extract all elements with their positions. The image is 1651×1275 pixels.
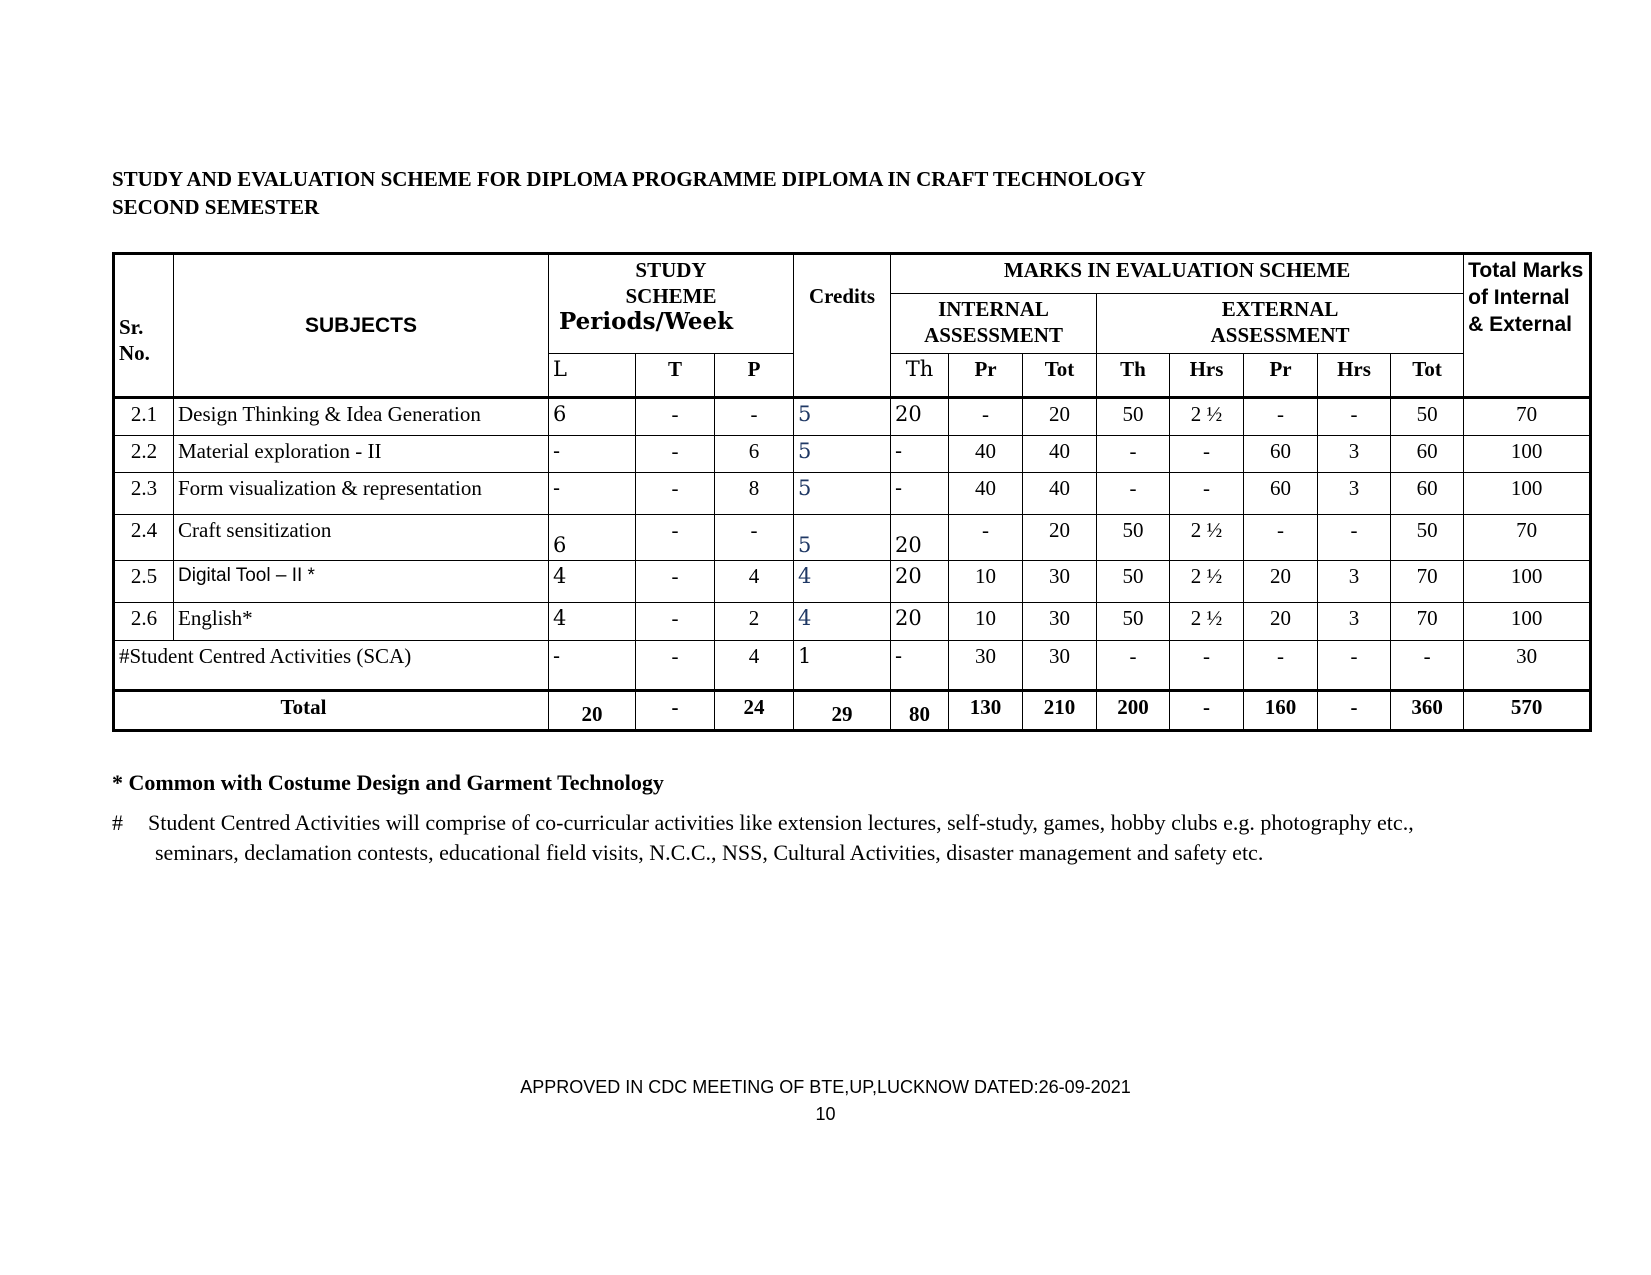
cell-ext-hrs: 2 ½ <box>1170 561 1244 603</box>
cell-P: 4 <box>715 641 794 691</box>
table-row-sca <box>114 641 1591 691</box>
cell-P: 4 <box>715 561 794 603</box>
cell-ext-pr: 60 <box>1244 473 1318 515</box>
cell-int-th: 20 <box>891 515 949 561</box>
cell-int-th: 20 <box>891 603 949 641</box>
cell-total: 100 <box>1464 561 1591 603</box>
header-int-tot: Tot <box>1023 354 1097 398</box>
sca-note-line2: seminars, declamation contests, educational field visits, N.C.C., NSS, Cultural Activities, disaster management and safety etc. <box>155 840 1264 865</box>
cell-L: 4 <box>549 603 636 641</box>
cell-subject: English* <box>174 603 549 641</box>
cell-subject-sca: #Student Centred Activities (SCA) <box>114 641 549 691</box>
cell-ext-hrs-2: - <box>1318 398 1391 436</box>
cell-int-pr: 10 <box>949 561 1023 603</box>
cell-int-tot: 30 <box>1023 641 1097 691</box>
cell-int-pr: 10 <box>949 603 1023 641</box>
cell-int-tot: 30 <box>1023 561 1097 603</box>
cell-ext-th: 50 <box>1097 398 1170 436</box>
cell-P: 2 <box>715 603 794 641</box>
cell-ext-hrs: - <box>1170 473 1244 515</box>
cell-credits: 29 <box>794 691 891 731</box>
cell-int-th: - <box>891 436 949 473</box>
hash-marker: # <box>112 810 123 835</box>
page-number: 10 <box>815 1104 836 1124</box>
cell-ext-th: 50 <box>1097 515 1170 561</box>
cell-int-tot: 30 <box>1023 603 1097 641</box>
cell-credits: 5 <box>794 473 891 515</box>
cell-L: 6 <box>549 515 636 561</box>
cell-ext-th: - <box>1097 641 1170 691</box>
cell-ext-pr: - <box>1244 641 1318 691</box>
header-study-scheme <box>549 254 794 354</box>
cell-ext-pr: 160 <box>1244 691 1318 731</box>
table-row <box>114 515 1591 561</box>
cell-ext-hrs-2: 3 <box>1318 561 1391 603</box>
header-ext-pr: Pr <box>1244 354 1318 398</box>
heading-title: STUDY AND EVALUATION SCHEME FOR DIPLOMA PROGRAMME DIPLOMA IN CRAFT TECHNOLOGY <box>112 167 1146 191</box>
cell-int-tot: 20 <box>1023 398 1097 436</box>
header-sr-no: Sr. No. <box>114 254 174 398</box>
header-ext-tot: Tot <box>1391 354 1464 398</box>
cell-subject: Form visualization & representation <box>174 473 549 515</box>
sca-note-line1: Student Centred Activities will comprise of co-curricular activities like extension lectures, self-study, games, hobby clubs e.g. photography etc., <box>148 810 1414 835</box>
external-label: EXTERNAL ASSESSMENT <box>1210 297 1350 347</box>
cell-P: - <box>715 515 794 561</box>
cell-L: 20 <box>549 691 636 731</box>
cell-ext-hrs: 2 ½ <box>1170 398 1244 436</box>
cell-total: 70 <box>1464 515 1591 561</box>
cell-ext-th: 50 <box>1097 561 1170 603</box>
cell-ext-th: - <box>1097 473 1170 515</box>
cell-int-pr: 30 <box>949 641 1023 691</box>
cell-L: - <box>549 641 636 691</box>
header-external-assessment <box>1097 294 1464 354</box>
cell-ext-th: - <box>1097 436 1170 473</box>
cell-sr: 2.4 <box>114 515 174 561</box>
study-scheme-label: STUDY SCHEME <box>625 258 717 308</box>
header-T: T <box>636 354 715 398</box>
page-footer <box>0 1074 1651 1128</box>
header-int-th: Th <box>891 354 949 398</box>
cell-total: 70 <box>1464 398 1591 436</box>
header-ext-hrs-2: Hrs <box>1318 354 1391 398</box>
evaluation-scheme-table <box>112 252 1592 732</box>
header-total-marks: Total Marks of Internal & External <box>1464 254 1591 398</box>
sca-note <box>112 808 1552 868</box>
header-ext-hrs: Hrs <box>1170 354 1244 398</box>
cell-ext-pr: - <box>1244 398 1318 436</box>
common-note: * Common with Costume Design and Garment Technology <box>112 770 664 795</box>
cell-ext-tot: 60 <box>1391 473 1464 515</box>
cell-credits: 4 <box>794 561 891 603</box>
header-P: P <box>715 354 794 398</box>
cell-ext-th: 200 <box>1097 691 1170 731</box>
cell-T: - <box>636 691 715 731</box>
cell-int-th: - <box>891 641 949 691</box>
table-row <box>114 561 1591 603</box>
cell-ext-hrs-2: 3 <box>1318 603 1391 641</box>
cell-sr: 2.3 <box>114 473 174 515</box>
cell-T: - <box>636 398 715 436</box>
cell-ext-tot: 70 <box>1391 603 1464 641</box>
cell-credits: 5 <box>794 436 891 473</box>
cell-ext-hrs: 2 ½ <box>1170 603 1244 641</box>
cell-sr: 2.6 <box>114 603 174 641</box>
cell-sr: 2.2 <box>114 436 174 473</box>
cell-int-pr: 40 <box>949 473 1023 515</box>
cell-int-tot: 210 <box>1023 691 1097 731</box>
header-L: L <box>549 354 636 398</box>
cell-int-tot: 20 <box>1023 515 1097 561</box>
cell-int-tot: 40 <box>1023 436 1097 473</box>
cell-int-pr: - <box>949 515 1023 561</box>
cell-ext-hrs-2: 3 <box>1318 436 1391 473</box>
header-internal-assessment: INTERNAL ASSESSMENT <box>891 294 1097 354</box>
cell-ext-pr: 20 <box>1244 603 1318 641</box>
cell-L: - <box>549 436 636 473</box>
cell-subject: Digital Tool – II * <box>174 561 549 603</box>
header-int-pr: Pr <box>949 354 1023 398</box>
cell-int-th: 80 <box>891 691 949 731</box>
cell-int-pr: 40 <box>949 436 1023 473</box>
cell-ext-pr: 60 <box>1244 436 1318 473</box>
page-heading <box>112 165 1146 221</box>
header-ext-th: Th <box>1097 354 1170 398</box>
table-row <box>114 473 1591 515</box>
cell-T: - <box>636 603 715 641</box>
cell-total: 100 <box>1464 603 1591 641</box>
cell-ext-tot: 60 <box>1391 436 1464 473</box>
cell-T: - <box>636 515 715 561</box>
cell-int-th: 20 <box>891 561 949 603</box>
cell-T: - <box>636 473 715 515</box>
cell-ext-tot: 70 <box>1391 561 1464 603</box>
cell-P: 6 <box>715 436 794 473</box>
cell-int-pr: 130 <box>949 691 1023 731</box>
cell-ext-hrs: - <box>1170 436 1244 473</box>
cell-L: - <box>549 473 636 515</box>
cell-total: 100 <box>1464 473 1591 515</box>
cell-total: 100 <box>1464 436 1591 473</box>
cell-int-tot: 40 <box>1023 473 1097 515</box>
heading-semester: SECOND SEMESTER <box>112 195 320 219</box>
table-row-total <box>114 691 1591 731</box>
cell-subject: Craft sensitization <box>174 515 549 561</box>
table-row <box>114 398 1591 436</box>
cell-ext-tot: - <box>1391 641 1464 691</box>
cell-credits: 1 <box>794 641 891 691</box>
header-subjects: SUBJECTS <box>174 254 549 398</box>
cell-int-pr: - <box>949 398 1023 436</box>
cell-total: 30 <box>1464 641 1591 691</box>
cell-T: - <box>636 561 715 603</box>
cell-T: - <box>636 436 715 473</box>
cell-ext-hrs: 2 ½ <box>1170 515 1244 561</box>
cell-ext-hrs-2: - <box>1318 515 1391 561</box>
header-marks-evaluation: MARKS IN EVALUATION SCHEME <box>891 254 1464 294</box>
cell-L: 6 <box>549 398 636 436</box>
cell-subject: Material exploration - II <box>174 436 549 473</box>
cell-ext-pr: 20 <box>1244 561 1318 603</box>
cell-subject: Design Thinking & Idea Generation <box>174 398 549 436</box>
cell-ext-th: 50 <box>1097 603 1170 641</box>
cell-int-th: 20 <box>891 398 949 436</box>
cell-T: - <box>636 641 715 691</box>
cell-credits: 5 <box>794 515 891 561</box>
cell-sr: 2.5 <box>114 561 174 603</box>
cell-credits: 5 <box>794 398 891 436</box>
cell-P: 8 <box>715 473 794 515</box>
approval-text: APPROVED IN CDC MEETING OF BTE,UP,LUCKNOW DATED:26-09-2021 <box>520 1077 1131 1097</box>
cell-P: 24 <box>715 691 794 731</box>
cell-ext-tot: 360 <box>1391 691 1464 731</box>
cell-total: 570 <box>1464 691 1591 731</box>
periods-week-label: Periods/Week <box>559 308 734 335</box>
cell-ext-pr: - <box>1244 515 1318 561</box>
cell-ext-hrs-2: - <box>1318 691 1391 731</box>
cell-total-label: Total <box>114 691 549 731</box>
cell-ext-tot: 50 <box>1391 515 1464 561</box>
cell-P: - <box>715 398 794 436</box>
cell-sr: 2.1 <box>114 398 174 436</box>
cell-ext-hrs: - <box>1170 641 1244 691</box>
cell-ext-hrs: - <box>1170 691 1244 731</box>
cell-credits: 4 <box>794 603 891 641</box>
table-row <box>114 603 1591 641</box>
cell-ext-hrs-2: - <box>1318 641 1391 691</box>
cell-int-th: - <box>891 473 949 515</box>
cell-L: 4 <box>549 561 636 603</box>
header-credits: Credits <box>794 254 891 398</box>
cell-ext-tot: 50 <box>1391 398 1464 436</box>
cell-ext-hrs-2: 3 <box>1318 473 1391 515</box>
table-row <box>114 436 1591 473</box>
